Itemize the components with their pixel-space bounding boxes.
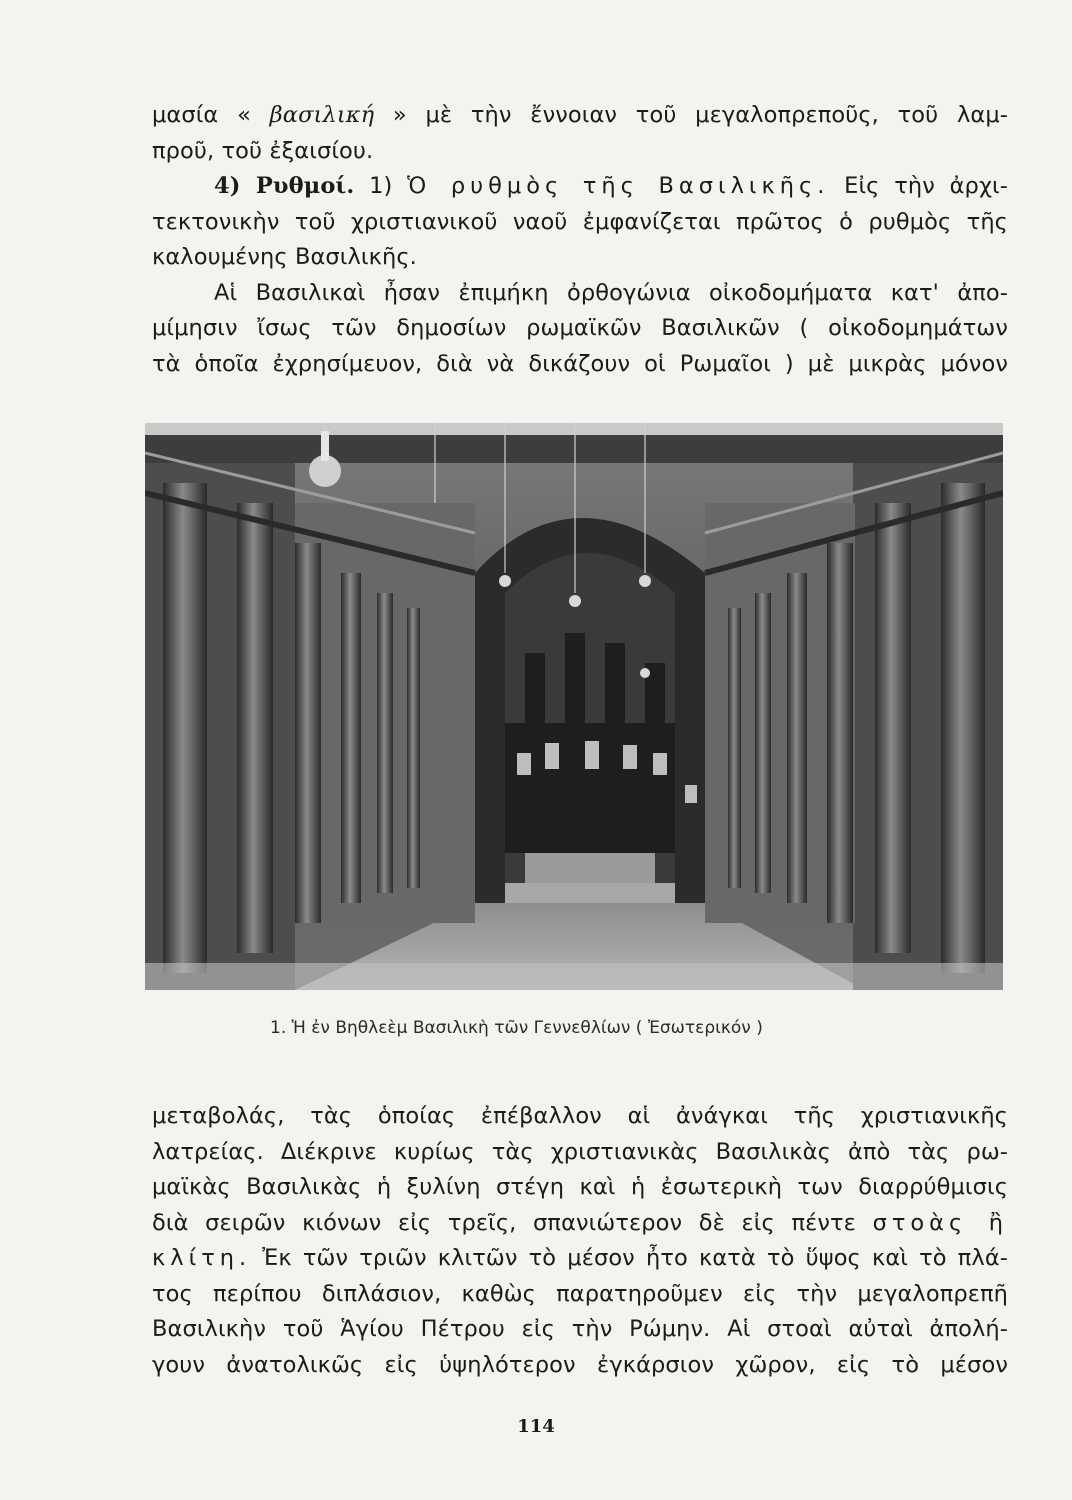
text-line: τεκτονικὴν τοῦ χριστιανικοῦ ναοῦ ἐμφανίζεται πρῶτος ὁ ρυθμὸς τῆς [152, 208, 1008, 235]
text-line: Αἱ Βασιλικαὶ ἦσαν ἐπιμήκη ὀρθογώνια οἰκοδομήματα κατ' ἀπο- [214, 279, 1008, 306]
text-line: λατρείας. Διέκρινε κυρίως τὰς χριστιανικὰς Βασιλικὰς ἀπὸ τὰς ρω- [152, 1138, 1008, 1165]
text-line: μεταβολάς, τὰς ὁποίας ἐπέβαλλον αἱ ἀνάγκαι τῆς χριστιανικῆς [152, 1103, 1008, 1129]
basilica-interior-photo [145, 423, 1003, 990]
bottom-paragraphs [152, 1099, 1008, 1383]
text-line: γουν ἀνατολικῶς εἰς ὑψηλότερον ἐγκάρσιον χῶρον, εἰς τὸ μέσον [152, 1351, 1008, 1378]
text-line [152, 1241, 1008, 1277]
subsection-number: 1) [369, 173, 393, 199]
section-heading: 4) Ρυθμοί. [214, 173, 355, 199]
text-line [152, 169, 1008, 205]
line-main: διὰ σειρῶν κιόνων εἰς τρεῖς, σπανιώτερον δὲ εἰς πέντε [152, 1209, 856, 1236]
text-line [152, 1206, 1008, 1242]
quoted-word: βασιλική [269, 102, 375, 128]
page-number: 114 [517, 1416, 555, 1437]
line-rest: μὲ τὴν ἔννοιαν τοῦ μεγαλοπρεποῦς, τοῦ λαμ- [425, 102, 1008, 128]
text-line: μίμησιν ἴσως τῶν δημοσίων ρωμαϊκῶν Βασιλικῶν ( οἰκοδομημάτων [152, 315, 1008, 341]
line-rest: Εἰς τὴν ἀρχι- [844, 173, 1008, 199]
text-line: τὰ ὁποῖα ἐχρησίμευον, διὰ νὰ δικάζουν οἱ Ρωμαῖοι ) μὲ μικρὰς μόνον [152, 350, 1008, 377]
spaced-term: στοὰς ἢ [872, 1209, 1008, 1236]
quote-open: μασία « [152, 102, 251, 128]
subsection-title: Ὁ ρυθμὸς τῆς Βασιλικῆς. [407, 173, 830, 199]
text-line: τος περίπου διπλάσιον, καθὼς παρατηροῦμεν εἰς τὴν μεγαλοπρεπῆ [152, 1280, 1008, 1307]
line-rest: Ἐκ τῶν τριῶν κλιτῶν τὸ μέσον ἦτο κατὰ τὸ ὕψος καὶ τὸ πλά- [262, 1245, 1008, 1271]
text-line: προῦ, τοῦ ἐξαισίου. [152, 137, 374, 164]
quote-close: » [392, 102, 407, 128]
text-line [152, 98, 1008, 134]
top-paragraphs [152, 98, 1008, 382]
text-line: καλουμένης Βασιλικῆς. [152, 244, 417, 270]
spaced-term: κλίτη. [152, 1245, 252, 1271]
text-line: μαϊκὰς Βασιλικὰς ἡ ξυλίνη στέγη καὶ ἡ ἐσωτερικὴ των διαρρύθμισις [152, 1174, 1008, 1200]
figure-caption: 1. Ἡ ἐν Βηθλεὲμ Βασιλικὴ τῶν Γεννεθλίων ( Ἐσωτερικόν ) [270, 1018, 763, 1038]
text-line: Βασιλικὴν τοῦ Ἁγίου Πέτρου εἰς τὴν Ρώμην. Αἱ στοαὶ αὐταὶ ἀπολή- [152, 1316, 1008, 1342]
